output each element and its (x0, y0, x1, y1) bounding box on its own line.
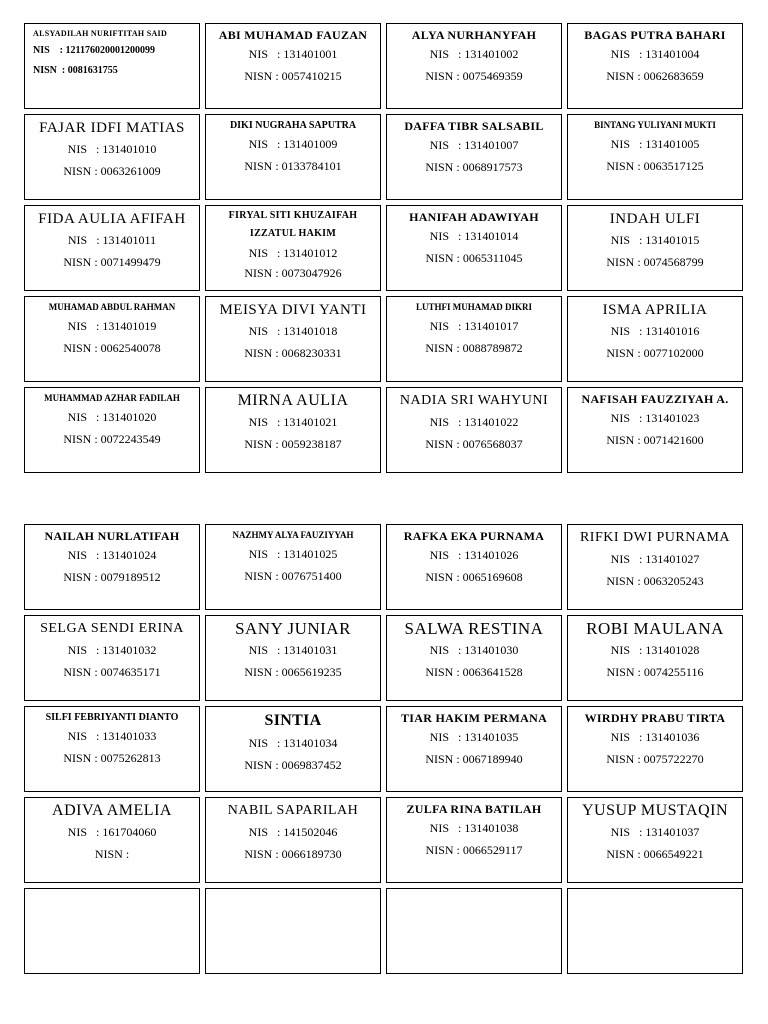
student-label (386, 706, 562, 792)
student-label (24, 797, 200, 883)
student-label (205, 524, 381, 610)
student-name: MUHAMMAD AZHAR FADILAH (44, 393, 180, 403)
student-label (205, 205, 381, 291)
student-name: DAFFA TIBR SALSABIL (404, 119, 544, 133)
student-nisn: NISN : 0067189940 (425, 752, 523, 766)
student-label (567, 23, 743, 109)
student-name: BINTANG YULIYANI MUKTI (594, 120, 716, 130)
student-nisn: NISN : 0071499479 (63, 255, 161, 269)
student-nisn: NISN : 0063641528 (425, 665, 523, 679)
student-nis: NIS : 131401019 (67, 319, 157, 333)
student-nis: NIS : 131401022 (429, 415, 519, 429)
student-nisn: NISN : 0072243549 (63, 432, 161, 446)
student-nis: NIS : 121176020001200099 (33, 45, 155, 56)
student-name: NAZHMY ALYA FAUZIYYAH (232, 530, 354, 540)
student-nis: NIS : 131401009 (248, 137, 338, 151)
student-nis: NIS : 131401028 (610, 643, 700, 657)
empty-label (24, 888, 200, 974)
student-nisn: NISN : 0065311045 (425, 251, 523, 265)
student-name: SELGA SENDI ERINA (40, 621, 184, 636)
student-label (567, 706, 743, 792)
student-nisn: NISN : 0075722270 (606, 752, 704, 766)
student-label (24, 23, 200, 109)
student-nisn: NISN : 0133784101 (244, 159, 342, 173)
student-nisn: NISN : 0071421600 (606, 433, 704, 447)
student-nisn: NISN : 0066529117 (425, 843, 523, 857)
student-nis: NIS : 131401015 (610, 233, 700, 247)
student-name: NAFISAH FAUZZIYAH A. (581, 392, 729, 406)
student-name: LUTHFI MUHAMAD DIKRI (416, 302, 532, 312)
student-name: TIAR HAKIM PERMANA (400, 711, 548, 725)
student-nis: NIS : 131401032 (67, 643, 157, 657)
student-nisn: NISN : 0063205243 (606, 574, 704, 588)
student-nis: NIS : 131401017 (429, 319, 519, 333)
student-name: ISMA APRILIA (602, 302, 708, 318)
empty-label (205, 888, 381, 974)
student-name: BAGAS PUTRA BAHARI (584, 28, 726, 42)
student-label (205, 797, 381, 883)
student-nisn: NISN : 0079189512 (63, 570, 161, 584)
student-name: WIRDHY PRABU TIRTA (584, 711, 726, 725)
student-label (567, 114, 743, 200)
student-label (567, 524, 743, 610)
student-label (24, 615, 200, 701)
student-nis: NIS : 131401025 (248, 547, 338, 561)
student-nisn: NISN : 0059238187 (244, 437, 342, 451)
student-label (205, 387, 381, 473)
student-name: SALWA RESTINA (404, 619, 544, 638)
student-label (24, 524, 200, 610)
student-name: SILFI FEBRIYANTI DIANTO (45, 712, 179, 723)
student-name: FAJAR IDFI MATIAS (39, 120, 185, 136)
student-name: MIRNA AULIA (237, 392, 349, 409)
student-name: ROBI MAULANA (586, 619, 724, 638)
student-nisn: NISN : 0065169608 (425, 570, 523, 584)
student-nisn: NISN : 0065619235 (244, 665, 342, 679)
student-label (205, 23, 381, 109)
student-name: ALYA NURHANYFAH (411, 28, 537, 42)
student-label (386, 114, 562, 200)
student-nis: NIS : 131401005 (610, 137, 700, 151)
student-nis: NIS : 131401021 (248, 415, 338, 429)
student-nis: NIS : 131401030 (429, 643, 519, 657)
student-nis: NIS : 131401020 (67, 410, 157, 424)
student-nisn: NISN : (94, 847, 130, 861)
student-name: SANY JUNIAR (235, 619, 351, 638)
student-nis: NIS : 131401007 (429, 138, 519, 152)
student-label (567, 296, 743, 382)
student-nis: NIS : 131401033 (67, 729, 157, 743)
student-nisn: NISN : 0057410215 (244, 69, 342, 83)
student-nis: NIS : 131401035 (429, 730, 519, 744)
student-label (24, 296, 200, 382)
student-nisn: NISN : 0074568799 (606, 255, 704, 269)
student-nis: NIS : 131401014 (429, 229, 519, 243)
student-nis: NIS : 141502046 (248, 825, 338, 839)
student-label (24, 387, 200, 473)
student-label (386, 23, 562, 109)
student-label (567, 615, 743, 701)
student-name: ADIVA AMELIA (52, 802, 172, 819)
student-name: NADIA SRI WAHYUNI (399, 393, 549, 408)
student-nisn: NISN : 0062683659 (606, 69, 704, 83)
student-nis: NIS : 131401004 (610, 47, 700, 61)
label-sheet-top (24, 23, 743, 473)
student-nisn: NISN : 0077102000 (606, 346, 704, 360)
student-label (386, 296, 562, 382)
student-nisn: NISN : 0062540078 (63, 341, 161, 355)
student-nisn: NISN : 0075469359 (425, 69, 523, 83)
student-nis: NIS : 131401034 (248, 736, 338, 750)
student-nisn: NISN : 0073047926 (244, 266, 342, 280)
student-nis: NIS : 131401016 (610, 324, 700, 338)
student-label (205, 615, 381, 701)
student-nis: NIS : 131401012 (248, 246, 338, 260)
student-nis: NIS : 131401037 (610, 825, 700, 839)
student-nis: NIS : 161704060 (67, 825, 157, 839)
student-name: MEISYA DIVI YANTI (219, 302, 367, 318)
student-label (386, 205, 562, 291)
student-nis: NIS : 131401018 (248, 324, 338, 338)
student-nis: NIS : 131401002 (429, 47, 519, 61)
student-nis: NIS : 131401036 (610, 730, 700, 744)
student-name: FIDA AULIA AFIFAH (38, 211, 186, 227)
student-label (567, 797, 743, 883)
student-nisn: NISN : 0066189730 (244, 847, 342, 861)
student-nis: NIS : 131401001 (248, 47, 338, 61)
student-name: DIKI NUGRAHA SAPUTRA (229, 120, 357, 131)
student-nis: NIS : 131401010 (67, 142, 157, 156)
student-nisn: NISN : 0068230331 (244, 346, 342, 360)
student-name: RAFKA EKA PURNAMA (403, 529, 545, 543)
student-nisn: NISN : 0076568037 (425, 437, 523, 451)
student-label (24, 114, 200, 200)
student-name: RIFKI DWI PURNAMA (579, 530, 731, 545)
student-nis: NIS : 131401038 (429, 821, 519, 835)
label-sheet-bottom (24, 524, 743, 974)
student-label (386, 524, 562, 610)
student-label (567, 387, 743, 473)
student-nisn: NISN : 0076751400 (244, 569, 342, 583)
student-nisn: NISN : 0074635171 (63, 665, 161, 679)
student-nisn: NISN : 0063261009 (63, 164, 161, 178)
student-name: MUHAMAD ABDUL RAHMAN (48, 302, 176, 312)
student-nis: NIS : 131401027 (610, 552, 700, 566)
student-name: ALSYADILAH NURIFTITAH SAID (33, 29, 168, 38)
student-nisn: NISN : 0063517125 (606, 159, 704, 173)
student-name: NAILAH NURLATIFAH (44, 529, 180, 543)
student-label (205, 706, 381, 792)
student-nis: NIS : 131401026 (429, 548, 519, 562)
student-nis: NIS : 131401031 (248, 643, 338, 657)
student-name: FIRYAL SITI KHUZAIFAH IZZATUL HAKIM (228, 210, 358, 239)
student-nisn: NISN : 0074255116 (606, 665, 704, 679)
student-name: YUSUP MUSTAQIN (581, 802, 729, 819)
student-nis: NIS : 131401023 (610, 411, 700, 425)
empty-label (567, 888, 743, 974)
student-label (386, 797, 562, 883)
student-name: HANIFAH ADAWIYAH (409, 210, 539, 224)
student-label (24, 205, 200, 291)
student-name: SINTIA (264, 712, 322, 729)
student-label (567, 205, 743, 291)
student-name: ZULFA RINA BATILAH (406, 802, 542, 816)
student-label (386, 387, 562, 473)
empty-label (386, 888, 562, 974)
student-nisn: NISN : 0081631755 (33, 65, 118, 76)
student-nisn: NISN : 0088789872 (425, 341, 523, 355)
student-name: NABIL SAPARILAH (227, 803, 359, 818)
student-nisn: NISN : 0069837452 (244, 758, 342, 772)
student-label (205, 114, 381, 200)
student-nisn: NISN : 0075262813 (63, 751, 161, 765)
student-label (386, 615, 562, 701)
student-name: INDAH ULFI (609, 211, 701, 227)
student-nisn: NISN : 0068917573 (425, 160, 523, 174)
student-label (24, 706, 200, 792)
student-nis: NIS : 131401011 (67, 233, 157, 247)
student-label (205, 296, 381, 382)
student-name: ABI MUHAMAD FAUZAN (218, 28, 368, 42)
student-nisn: NISN : 0066549221 (606, 847, 704, 861)
student-nis: NIS : 131401024 (67, 548, 157, 562)
